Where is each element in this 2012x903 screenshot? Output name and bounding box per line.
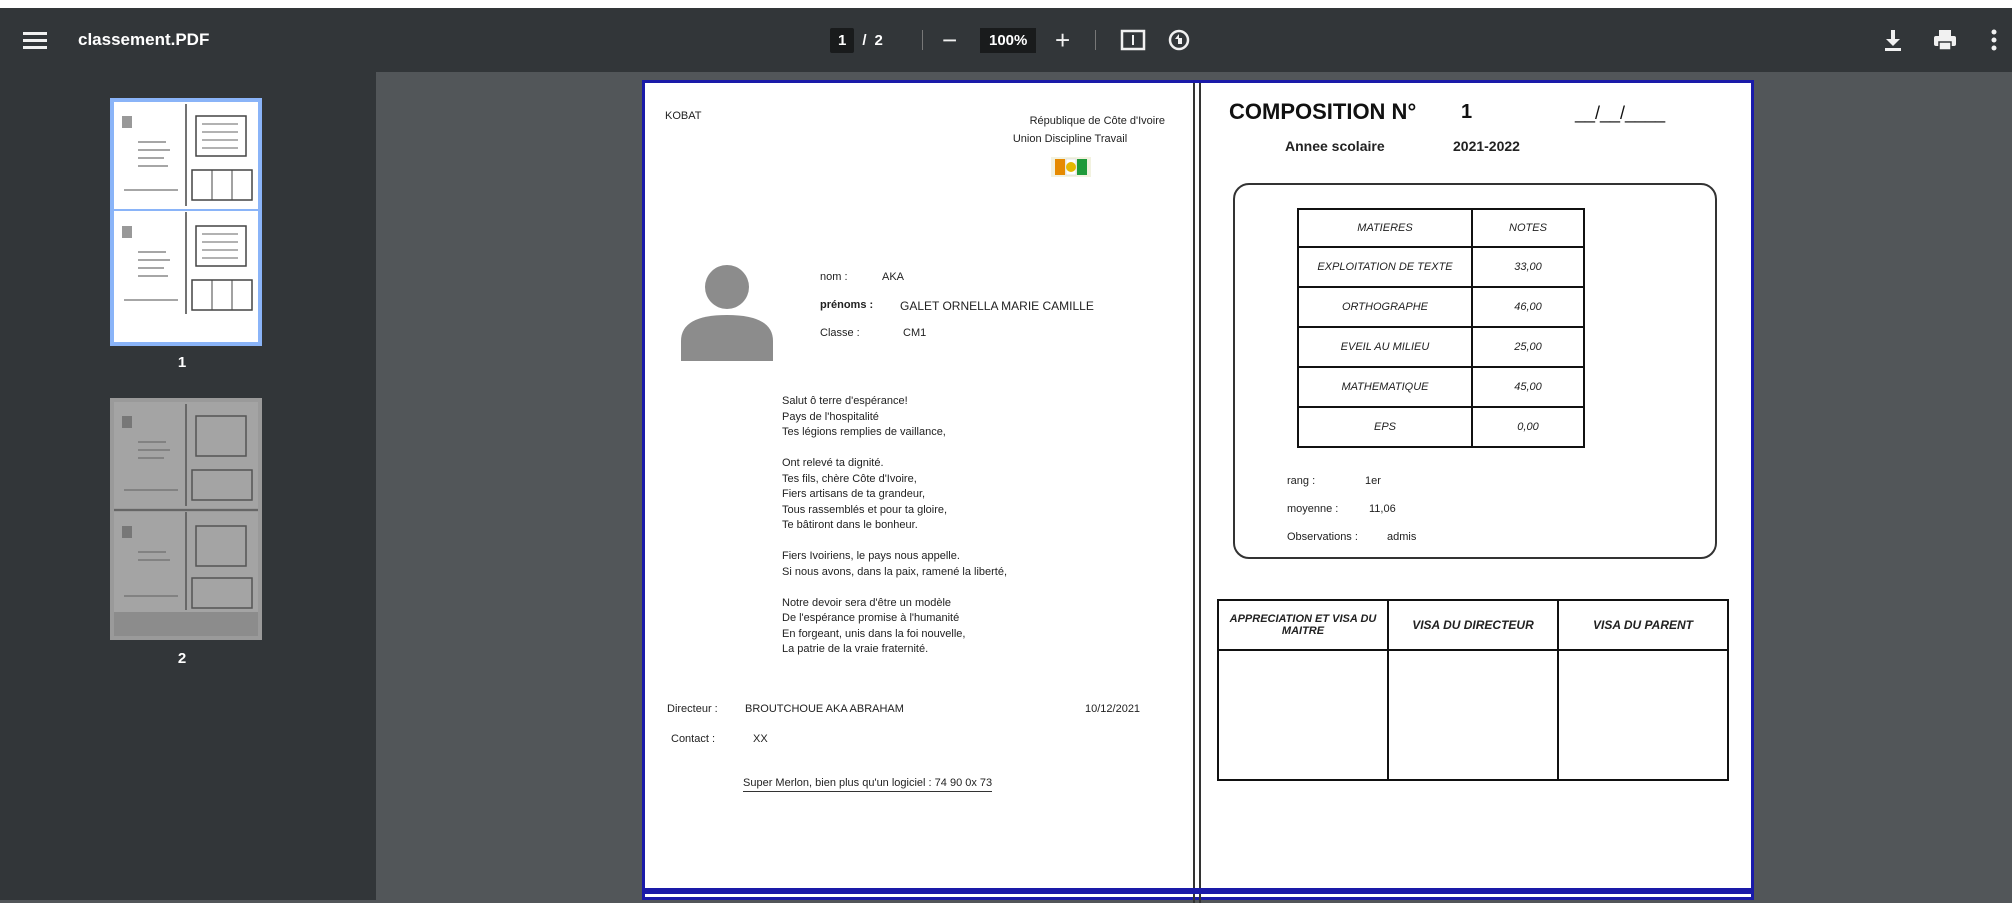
visa-table [1217,599,1729,781]
observations-label: Observations : [1287,531,1358,543]
coat-of-arms-logo [1049,153,1093,186]
directeur-label: Directeur : [667,703,718,715]
grades-header-subject: MATIERES [1298,209,1472,247]
anthem-line: Fiers artisans de ta grandeur, [782,488,926,500]
footer-note: Super Merlon, bien plus qu'un logiciel : 74 90 0x 73 [743,777,992,792]
thumbnail-label-1: 1 [177,354,187,371]
grade-note: 25,00 [1472,327,1584,367]
visa-header-parent: VISA DU PARENT [1558,600,1728,650]
zoom-out-button[interactable]: − [942,24,958,55]
nom-value: AKA [882,271,905,283]
more-options-icon[interactable] [1990,8,1998,72]
grade-subject: EPS [1298,407,1472,447]
composition-date-blank: __/__/____ [1575,103,1666,123]
visa-header-directeur: VISA DU DIRECTEUR [1388,600,1558,650]
composition-number: 1 [1461,101,1473,123]
pdf-page [642,80,1754,900]
moyenne-value: 11,06 [1369,503,1396,515]
page-total: 2 [874,31,883,49]
moyenne-label: moyenne : [1287,503,1339,515]
composition-title: COMPOSITION N° [1229,99,1417,124]
student-avatar [677,261,777,366]
rotate-icon[interactable] [1166,8,1192,72]
republic-line-1: République de Côte d'Ivoire [1029,115,1165,127]
document-date: 10/12/2021 [1085,703,1141,715]
grades-header-note: NOTES [1472,209,1584,247]
contact-value: XX [753,733,768,745]
visa-header-maitre: APPRECIATION ET VISA DU MAITRE [1218,600,1388,650]
anthem-line: Tes fils, chère Côte d'Ivoire, [782,472,917,485]
visa-cell-directeur [1388,650,1558,780]
toolbar-divider-2 [1095,8,1096,72]
toolbar-divider [922,8,923,72]
anthem-line: Fiers Ivoiriens, le pays nous appelle. [782,550,960,562]
nom-label: nom : [820,271,848,283]
year-label: Annee scolaire [1285,138,1385,154]
zoom-level[interactable] [980,8,1036,72]
thumbnail-sidebar [0,72,376,900]
anthem-line [782,441,1007,457]
visa-cell-maitre [1218,650,1388,780]
grade-subject: EVEIL AU MILIEU [1298,327,1472,367]
anthem-line: En forgeant, unis dans la foi nouvelle, [782,627,966,640]
anthem-line: Te bâtiront dans le bonheur. [782,519,918,531]
download-icon[interactable] [1882,8,1904,72]
rang-value: 1er [1365,475,1381,487]
anthem-line: Pays de l'hospitalité [782,410,879,423]
zoom-in-button[interactable]: + [1055,24,1071,55]
anthem-line: Notre devoir sera d'être un modèle [782,596,952,609]
zoom-input[interactable]: 100% [980,28,1036,53]
anthem-line: De l'espérance promise à l'humanité [782,612,960,624]
national-anthem-text [782,394,1007,658]
anthem-line: Tes légions remplies de vaillance, [782,426,946,438]
page-bottom-border [645,888,1751,894]
page-center-divider [1193,83,1201,903]
window-top-edge [0,0,2012,8]
grade-note: 46,00 [1472,287,1584,327]
anthem-line: La patrie de la vraie fraternité. [782,643,929,655]
directeur-value: BROUTCHOUE AKA ABRAHAM [745,703,904,715]
classe-label: Classe : [820,327,860,339]
print-icon[interactable] [1932,8,1958,72]
fit-page-icon[interactable] [1120,8,1146,72]
anthem-line: Si nous avons, dans la paix, ramené la liberté, [782,565,1008,578]
anthem-line: Ont relevé ta dignité. [782,457,884,469]
menu-icon[interactable] [22,8,48,72]
school-code: KOBAT [665,110,702,122]
year-value: 2021-2022 [1453,138,1520,154]
anthem-line: Tous rassemblés et pour ta gloire, [782,503,948,516]
anthem-line [782,534,1007,550]
grade-note: 45,00 [1472,367,1584,407]
observations-value: admis [1387,531,1417,543]
grade-subject: EXPLOITATION DE TEXTE [1298,247,1472,287]
page-indicator [830,8,883,72]
pdf-toolbar [0,8,2012,72]
grade-note: 0,00 [1472,407,1584,447]
page-number-input[interactable]: 1 [830,28,854,53]
grades-table [1297,208,1585,448]
classe-value: CM1 [903,327,927,339]
visa-cell-parent [1558,650,1728,780]
contact-label: Contact : [671,733,716,745]
grade-subject: ORTHOGRAPHE [1298,287,1472,327]
anthem-line [782,580,1007,596]
anthem-line: Salut ô terre d'espérance! [782,395,908,407]
thumbnail-label-2: 2 [177,650,187,667]
grade-note: 33,00 [1472,247,1584,287]
document-title: classement.PDF [78,30,210,49]
thumbnail-page-1[interactable] [110,98,262,346]
thumbnail-page-2[interactable] [110,398,262,640]
republic-line-2: Union Discipline Travail [1012,133,1128,145]
prenoms-label: prénoms : [820,299,874,311]
prenoms-value: GALET ORNELLA MARIE CAMILLE [900,299,1094,313]
rang-label: rang : [1287,475,1316,487]
grade-subject: MATHEMATIQUE [1298,367,1472,407]
page-separator: / [862,31,867,49]
